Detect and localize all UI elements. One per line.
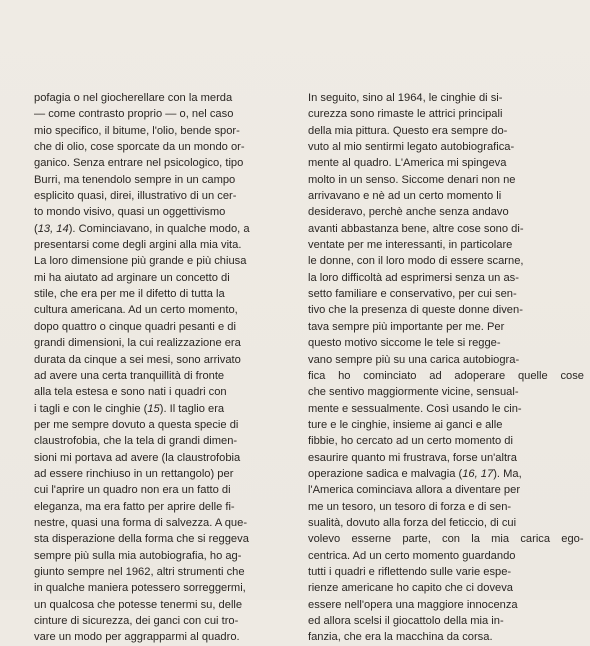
text-line: claustrofobia, che la tela di grandi dimen- xyxy=(34,435,238,448)
text-line: mio specifico, il bitume, l'olio, bende spor- xyxy=(34,124,240,137)
text-line: tivo che la presenza di queste donne diven- xyxy=(308,304,523,317)
text-line: vuto al mio sentirmi legato autobiografica- xyxy=(308,141,515,154)
text-line: durata da cinque a sei mesi, sono arrivato xyxy=(34,353,241,366)
text-line: dopo quattro o cinque quadri pesanti e di xyxy=(34,320,236,333)
text-line: giunto sempre nel 1962, altri strumenti che xyxy=(34,565,245,578)
text-line: ganico. Senza entrare nel psicologico, tipo xyxy=(34,157,244,170)
text-line: centrica. Ad un certo momento guardando xyxy=(308,549,516,562)
text-line: (13, 14). Cominciavano, in qualche modo, a xyxy=(34,222,250,235)
text-line: esplicito quasi, direi, illustrativo di un cer- xyxy=(34,190,237,203)
text-line: per me sempre dovuto a questa specie di xyxy=(34,418,239,431)
text-line: che di olio, cose sporcate da un mondo or- xyxy=(34,141,245,154)
text-line: La loro dimensione più grande e più chiusa xyxy=(34,255,247,268)
text-line: che sentivo maggiormente vicine, sensual- xyxy=(308,386,519,399)
text-line: stile, che era per me il difetto di tutta la xyxy=(34,288,225,301)
text-line: alla tela estesa e sono nati i quadri con xyxy=(34,386,227,399)
text-line: vano sempre più su una carica autobiogra- xyxy=(308,353,520,366)
text-line: In seguito, sino al 1964, le cinghie di si- xyxy=(308,92,503,104)
text-line: volevo esserne parte, con la mia carica ego- xyxy=(308,533,584,546)
text-line: — come contrasto proprio — o, nel caso xyxy=(34,108,234,121)
text-line: cui l'aprire un quadro non era un fatto di xyxy=(34,484,231,497)
text-line: fanzia, che era la macchina da corsa. xyxy=(308,631,493,644)
text-line: ad avere una certa tranquillità di fronte xyxy=(34,369,225,382)
text-column-right xyxy=(308,90,584,646)
text-line: Burri, ma tenendolo sempre in un campo xyxy=(34,173,236,186)
text-line: la loro difficoltà ad esprimersi senza un as- xyxy=(308,271,519,284)
text-line: molto in un senso. Siccome denari non ne xyxy=(308,173,516,186)
text-line: le donne, con il loro modo di essere scarne, xyxy=(308,255,524,268)
text-line: l'America cominciava allora a diventare per xyxy=(308,484,521,497)
text-line: cinture di sicurezza, dei ganci con cui tro- xyxy=(34,615,239,627)
text-line: sioni mi portava ad avere (la claustrofobia xyxy=(34,451,241,464)
text-line: me un tesoro, un tesoro di forza e di sen- xyxy=(308,500,512,513)
text-line: tutti i quadri e riflettendo sulle varie espe- xyxy=(308,565,512,578)
text-line: curezza sono rimaste le attrici principali xyxy=(308,108,503,121)
text-line: questo motivo siccome le tele si regge- xyxy=(308,337,501,350)
text-line: grandi dimensioni, la cui realizzazione era xyxy=(34,337,241,350)
text-line: fica ho cominciato ad adoperare quelle cose xyxy=(308,369,584,382)
text-line: presentarsi come degli argini alla mia vita. xyxy=(34,239,242,252)
text-line: pofagia o nel giocherellare con la merda xyxy=(34,92,233,104)
text-line: eleganza, ma era fatto per aprire delle fi- xyxy=(34,500,235,513)
text-line: esaurire quanto mi frustrava, forse un'altra xyxy=(308,451,517,464)
text-line: arrivavano e nè ad un certo momento li xyxy=(308,190,502,203)
text-line: setto familiare e conservativo, per cui sen- xyxy=(308,288,517,301)
text-line: tava sempre più importante per me. Per xyxy=(308,320,505,333)
text-line: to mondo visivo, quasi un oggettivismo xyxy=(34,206,226,219)
text-line: cultura americana. Ad un certo momento, xyxy=(34,304,238,317)
text-line: ed allora scelsi il giocattolo della mia in- xyxy=(308,615,504,627)
text-line: vare un modo per aggrapparmi al quadro. xyxy=(34,631,240,644)
text-line: mi ha aiutato ad arginare un concetto di xyxy=(34,271,230,284)
text-line: nestre, quasi una forma di salvezza. A que- xyxy=(34,516,248,529)
text-line: avanti abbastanza bene, altre cose sono di- xyxy=(308,222,524,235)
text-line: ture e le cinghie, insieme ai ganci e alle xyxy=(308,418,503,431)
text-line: sualità, dovuto alla forza del feticcio, di cui xyxy=(308,516,517,529)
text-line: operazione sadica e malvagia (16, 17). Ma, xyxy=(308,467,522,480)
text-line: mente al quadro. L'America mi spingeva xyxy=(308,157,507,170)
text-line: della mia pittura. Questo era sempre do- xyxy=(308,124,508,137)
text-line: fibbie, ho cercato ad un certo momento di xyxy=(308,435,513,448)
text-line: ventate per me interessanti, in particolare xyxy=(308,239,513,252)
text-line: mente e sessualmente. Così usando le cin- xyxy=(308,402,522,415)
text-line: in qualche maniera potessero sorreggermi, xyxy=(34,582,246,595)
text-line: essere nell'opera una maggiore innocenza xyxy=(308,598,518,611)
text-line: rienze americane ho capito che ci doveva xyxy=(308,582,513,595)
text-line: un qualcosa che potesse tenermi su, delle xyxy=(34,598,243,611)
text-line: sempre più sulla mia autobiografia, ho ag- xyxy=(34,549,242,562)
text-column-left xyxy=(34,90,310,646)
text-line: i tagli e con le cinghie (15). Il taglio era xyxy=(34,402,225,415)
text-line: ad essere rinchiuso in un rettangolo) per xyxy=(34,467,234,480)
text-line: sta disperazione della forma che si reggeva xyxy=(34,533,249,546)
text-line: desideravo, perchè anche senza andavo xyxy=(308,206,509,219)
